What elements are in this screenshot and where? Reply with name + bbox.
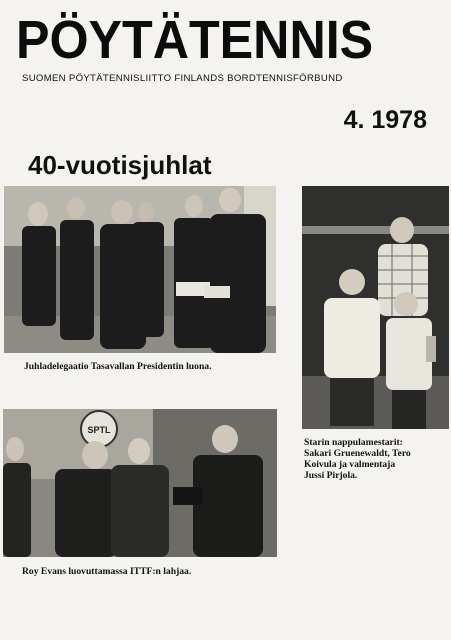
caption-juniors-line-3: Koivula ja valmentaja: [304, 459, 396, 470]
photo-award-image: [3, 409, 277, 557]
caption-juniors-line-1: Starin nappulamestarit:: [304, 437, 403, 448]
caption-juniors-line-2: Sakari Gruenewaldt, Tero: [304, 448, 411, 459]
caption-delegation: Juhladelegaatio Tasavallan Presidentin luona.: [24, 361, 212, 372]
caption-award: Roy Evans luovuttamassa ITTF:n lahjaa.: [22, 566, 192, 577]
headline: 40-vuotisjuhlat: [28, 150, 212, 180]
masthead-subtitle: SUOMEN PÖYTÄTENNISLIITTO FINLANDS BORDTENNISFÖRBUND: [22, 73, 343, 84]
photo-juniors: [302, 186, 449, 429]
photo-juniors-image: [302, 186, 449, 429]
award-emblem-text: SPTL: [87, 425, 111, 435]
masthead-title: PÖYTÄTENNIS: [16, 10, 374, 70]
issue-number: 4. 1978: [343, 106, 427, 134]
photo-award: [3, 409, 277, 557]
photo-delegation: [4, 186, 276, 353]
caption-juniors-line-4: Jussi Pirjola.: [304, 470, 358, 481]
photo-delegation-image: [4, 186, 276, 353]
caption-juniors: [304, 437, 444, 481]
